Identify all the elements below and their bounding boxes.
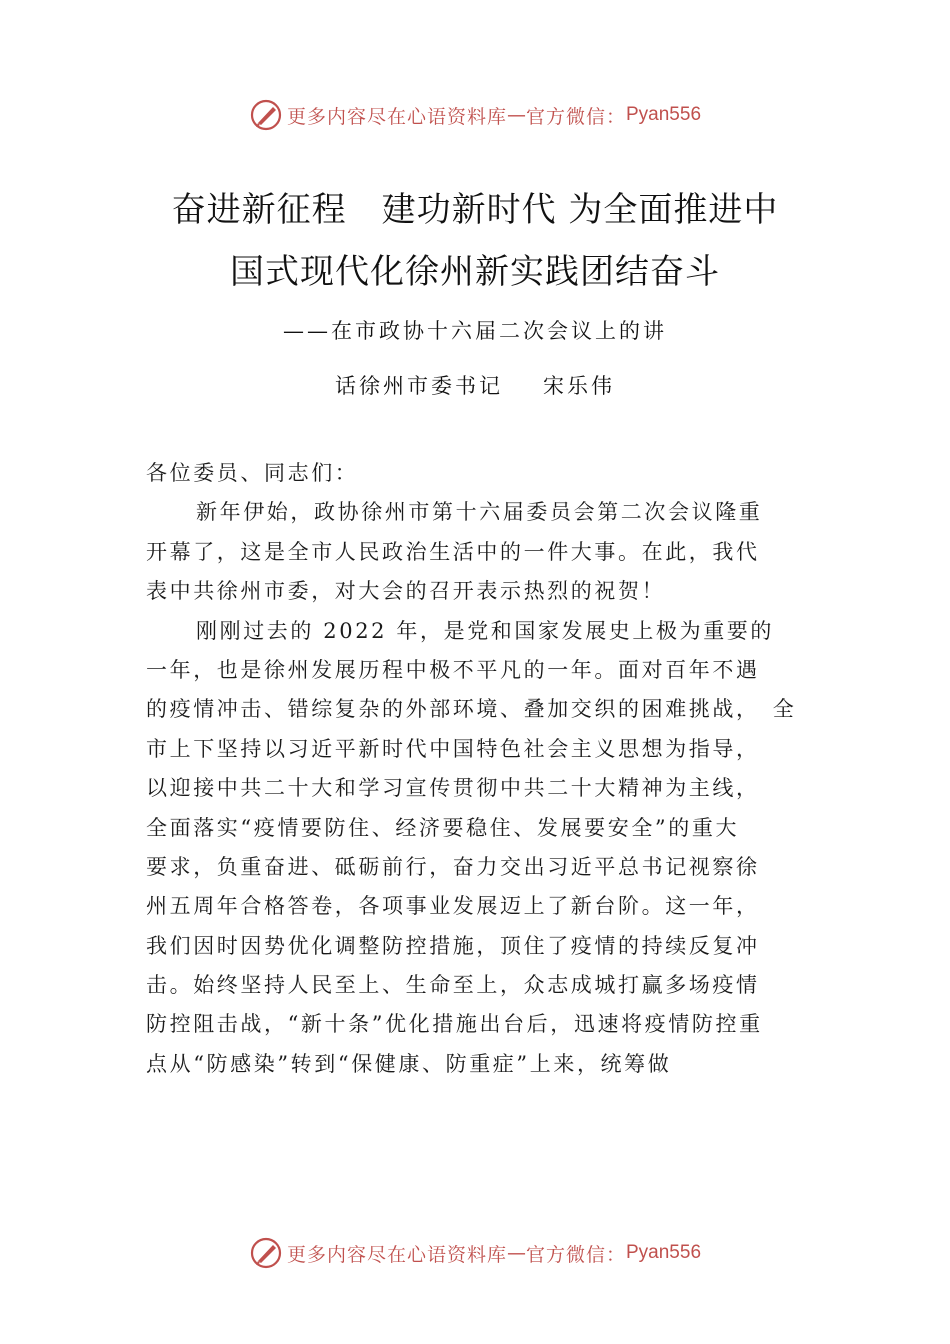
body-line: 要求，负重奋进、砥砺前行，奋力交出习近平总书记视察徐 (146, 854, 760, 879)
body-line: 市上下坚持以习近平新时代中国特色社会主义思想为指导， (146, 736, 760, 761)
body-line: 州五周年合格答卷，各项事业发展迈上了新台阶。这一年， (146, 894, 760, 919)
body-line: 点从“防感染”转到“保健康、防重症”上来，统筹做 (146, 1051, 672, 1076)
body-line: 的疫情冲击、错综复杂的外部环境、叠加交织的困难挑战， 全 (146, 697, 797, 722)
body-line: 防控阻击战，“新十条”优化措施出台后，迅速将疫情防控重 (146, 1012, 763, 1037)
document-title-line2: 国式现代化徐州新实践团结奋斗 (230, 252, 720, 292)
pen-logo-icon (249, 98, 283, 132)
body-line: 全面落实“疫情要防住、经济要稳住、发展要安全”的重大 (146, 815, 740, 840)
subtitle-line1: ——在市政协十六届二次会议上的讲 (283, 319, 667, 343)
banner-wechat-id: Pyan556 (626, 1242, 702, 1263)
body-line: 刚刚过去的 2022 年，是党和国家发展史上极为重要的 (196, 618, 774, 643)
banner-text: 更多内容尽在心语资料库 (286, 105, 507, 128)
banner-wechat-label: 官方微信： (525, 105, 626, 128)
banner-separator: — (506, 1242, 526, 1264)
banner-wechat-label: 官方微信： (525, 1243, 626, 1266)
subtitle-speaker-name: 宋乐伟 (543, 374, 615, 398)
body-line: 开幕了，这是全市人民政治生活中的一件大事。在此，我代 (146, 539, 760, 564)
body-line: 以迎接中共二十大和学习宣传贯彻中共二十大精神为主线， (146, 776, 760, 801)
body-line: 击。始终坚持人民至上、生命至上，众志成城打赢多场疫情 (146, 973, 760, 998)
document-title-line1: 奋进新征程 建功新时代 为全面推进中 (171, 190, 779, 230)
subtitle-line2 (0, 370, 950, 400)
header-banner (0, 95, 950, 135)
footer-banner (0, 1233, 950, 1273)
body-line: 一年，也是徐州发展历程中极不平凡的一年。面对百年不遇 (146, 657, 760, 682)
salutation: 各位委员、同志们： (146, 461, 359, 485)
banner-separator: — (506, 104, 526, 126)
banner-text: 更多内容尽在心语资料库 (286, 1243, 507, 1266)
body-line: 新年伊始，政协徐州市第十六届委员会第二次会议隆重 (196, 500, 763, 525)
body-line: 表中共徐州市委，对大会的召开表示热烈的祝贺！ (146, 579, 666, 604)
body-line: 我们因时因势优化调整防控措施，顶住了疫情的持续反复冲 (146, 933, 760, 958)
subtitle-speaker-title: 话徐州市委书记 (335, 374, 503, 398)
document-body (146, 454, 818, 1084)
banner-wechat-id: Pyan556 (626, 104, 702, 125)
pen-logo-icon (249, 1236, 283, 1270)
